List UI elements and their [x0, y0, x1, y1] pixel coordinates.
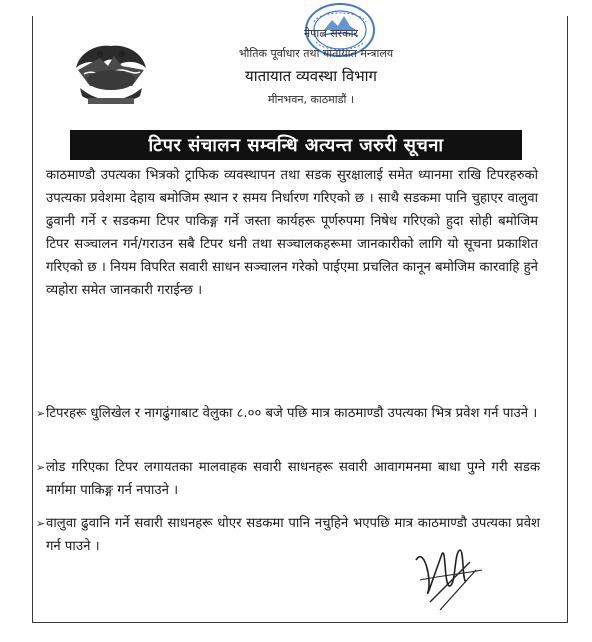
- department-name: यातायात व्यवस्था विभाग: [245, 67, 377, 85]
- bullet-text: वालुवा ढुवानि गर्ने सवारी साधनहरू धोएर सडकमा पानि नचुहिने भएपछि मात्र काठमाण्डौ उपत्यका प्रवेश गर्न पाउने ।: [46, 516, 540, 554]
- bullet-text: टिपरहरू धुलिखेल र नागढुंगाबाट वेलुका ८.०० बजे पछि मात्र काठमाण्डौ उपत्यका भित्र प्रवेश गर्न पाउने ।: [46, 406, 538, 421]
- arrow-bullet-icon: ➢: [36, 517, 46, 530]
- arrow-bullet-icon: ➢: [36, 407, 46, 420]
- bullet-text: लोड गरिएका टिपर लगायतका मालवाहक सवारी साधनहरू सवारी आवागमनमा बाधा पुग्ने गरी सडक मार्गमा पाकिङ्ग गर्न नपाउने ।: [46, 460, 540, 498]
- notice-paragraph: काठमाण्डौ उपत्यका भित्रको ट्राफिक व्यवस्थापन तथा सडक सुरक्षालाई समेत ध्यानमा राखि टिपरहरुको उपत्यका प्रवेशमा देहाय बमोजिम स्थान र समय निर्धारण गरिएको छ । साथै सडकमा पानि चुहाएर वालुवा ढुवानी गर्ने र सडकमा टिपर पाकिङ्ग गर्ने जस्ता कार्यहरू पूर्णरुपमा निषेध गरिएको हुदा सोही बमोजिम टिपर सञ्चालन गर्न/गराउन सबै टिपर धनी तथा सञ्चालकहरूमा जानकारीको लागि यो सूचना प्रकाशित गरिएको छ । नियम विपरित सवारी साधन सञ्चालन गरेको पाईएमा प्रचलित कानून बमोजिम कारवाहि हुने व्यहोरा समेत जानकारी गराईन्छ ।: [46, 168, 538, 298]
- ministry-name: भौतिक पूर्वाधार तथा यातायात मन्त्रालय: [238, 47, 394, 60]
- government-name: नेपाल सरकार: [304, 27, 358, 40]
- office-address: मीनभवन, काठमाडौं ।: [268, 93, 354, 106]
- signature-icon: [410, 540, 490, 616]
- arrow-bullet-icon: ➢: [36, 461, 46, 474]
- notice-title: टिपर संचालन सम्वन्धि अत्यन्त जरुरी सूचना: [70, 130, 522, 160]
